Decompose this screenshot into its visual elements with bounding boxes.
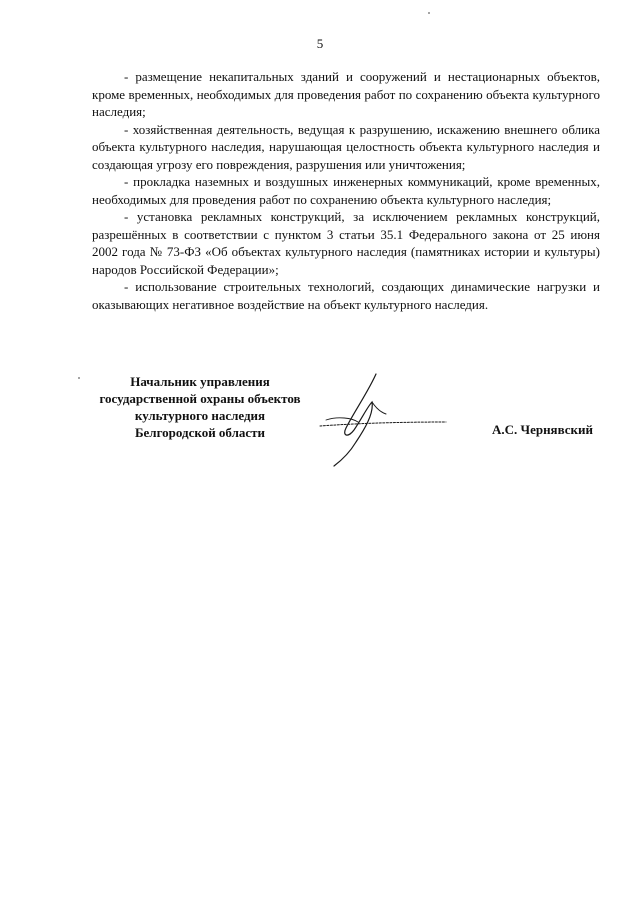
handwritten-signature: [318, 372, 448, 470]
list-item: - размещение некапитальных зданий и сооружений и нестационарных объектов, кроме временных, необходимых для проведения работ по сохранению объекта культурного наследия;: [92, 69, 600, 119]
position-line: государственной охраны объектов: [99, 391, 301, 406]
position-line: Начальник управления: [130, 374, 270, 389]
signatory-position: [80, 373, 320, 441]
signatory-name: А.С. Чернявский: [492, 422, 594, 437]
list-item: - хозяйственная деятельность, ведущая к разрушению, искажению внешнего облика объекта культурного наследия, нарушающая целостность объекта культурного наследия и создающая угрозу его повреждения, разрушения или уничтожения;: [92, 121, 600, 172]
position-line: Белгородской области: [134, 425, 266, 440]
position-line: культурного наследия: [134, 408, 266, 423]
page-number: 5: [316, 36, 324, 51]
scan-dot: [428, 12, 430, 14]
list-item: - использование строительных технологий, создающих динамические нагрузки и оказывающих негативное воздействие на объект культурного наследия.: [92, 279, 600, 312]
list-item: - установка рекламных конструкций, за исключением рекламных конструкций, разрешённых в соответствии с пунктом 3 статьи 35.1 Федерального закона от 25 июня 2002 года № 73-ФЗ «Об объектах культурного наследия (памятниках истории и культуры) народов Российской Федерации»;: [92, 209, 600, 277]
document-body: [92, 68, 600, 313]
list-item: - прокладка наземных и воздушных инженерных коммуникаций, кроме временных, необходимых для проведения работ по сохранению объекта культурного наследия;: [92, 174, 600, 207]
